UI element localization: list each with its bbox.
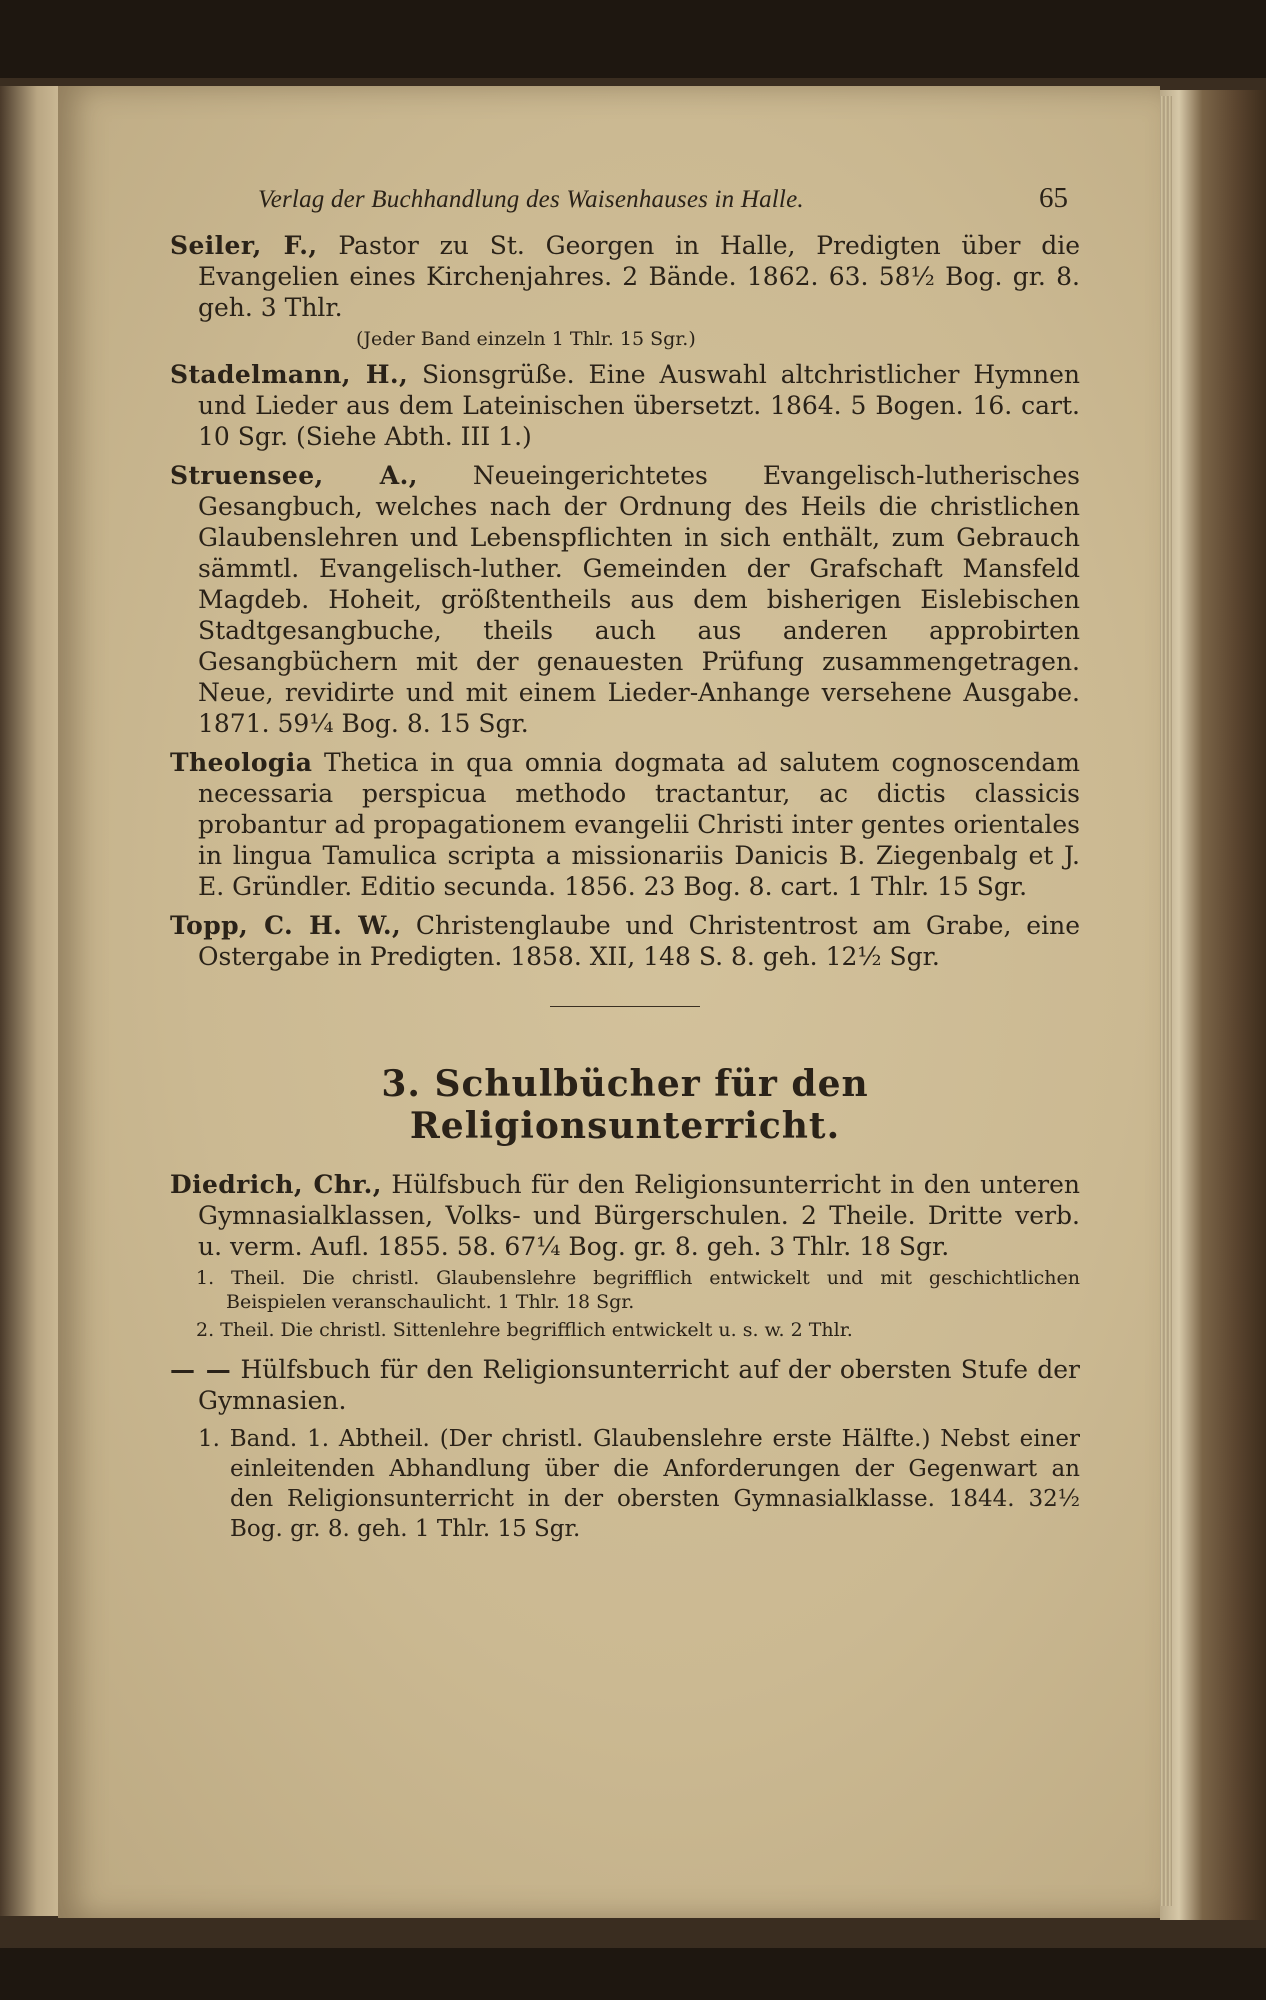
section-title: 3. Schulbücher für den Religionsunterricht. [381, 1063, 869, 1147]
entry-part: 1. Theil. Die christl. Glaubenslehre begrifflich entwickelt und mit geschichtlichen Beispielen veranschaulicht. 1 Thlr. 18 Sgr. [196, 1267, 1080, 1313]
facing-page-edge [0, 86, 62, 1916]
entry-struensee [170, 460, 1080, 739]
entry-text: Hülfsbuch für den Religionsunterricht auf der obersten Stufe der Gymnasien. [198, 1355, 1081, 1415]
entry-author: Seiler, F., [170, 231, 318, 260]
entry-author: Struensee, A., [170, 461, 418, 490]
entry-author: Topp, C. H. W., [170, 911, 402, 940]
entry-text: Sionsgrüße. Eine Auswahl altchristlicher Hymnen und Lieder aus dem Lateinischen übersetzt. 1864. 5 Bogen. 16. cart. 10 Sgr. (Siehe Abth. III 1.) [198, 360, 1080, 451]
entry-text: Christenglaube und Christentrost am Grabe, eine Ostergabe in Predigten. 1858. XII, 148 S. 8. geh. 12½ Sgr. [198, 911, 1080, 971]
entry-author: Diedrich, Chr., [170, 1170, 382, 1199]
entry-theologia [170, 747, 1080, 902]
entry-author: Stadelmann, H., [170, 360, 409, 389]
entry-text: Pastor zu St. Georgen in Halle, Predigten über die Evangelien eines Kirchenjahres. 2 Bände. 1862. 63. 58½ Bog. gr. 8. geh. 3 Thlr. [198, 231, 1080, 322]
entry-text: Neueingerichtetes Evangelisch-lutherisches Gesangbuch, welches nach der Ordnung des Heils die christlichen Glaubenslehren und Lebenspflichten in sich enthält, zum Gebrauch sämmtl. Evangelisch-luther. Gemeinden der Grafschaft Mansfeld Magdeb. Hoheit, größtentheils aus dem bisherigen Eislebischen Stadtgesangbuche, theils auch aus anderen approbirten Gesangbüchern mit der genauesten Prüfung zusammengetragen. Neue, revidirte und mit einem Lieder-Anhange versehene Ausgabe. 1871. 59¼ Bog. 8. 15 Sgr. [198, 461, 1081, 738]
entry-part: 1. Band. 1. Abtheil. (Der christl. Glaubenslehre erste Hälfte.) Nebst einer einleitenden Abhandlung über die Anforderungen der Gegenwart an den Religionsunterricht in der obersten Gymnasialklasse. 1844. 32½ Bog. gr. 8. geh. 1 Thlr. 15 Sgr. [198, 1426, 1080, 1542]
entry-part: 2. Theil. Die christl. Sittenlehre begrifflich entwickelt u. s. w. 2 Thlr. [196, 1319, 853, 1341]
page-content [170, 182, 1080, 1544]
entry-topp [170, 910, 1080, 972]
entry-author: — — [170, 1355, 232, 1384]
entry-text: Thetica in qua omnia dogmata ad salutem cognoscendam necessaria perspicua methodo tractantur, ac dictis classicis probantur ad propagationem evangelii Christi inter gentes orientales in lingua Tamulica scripta a missionariis Danicis B. Ziegenbalg et J. E. Gründler. Editio secunda. 1856. 23 Bog. 8. cart. 1 Thlr. 15 Sgr. [198, 748, 1080, 901]
entry-text: Hülfsbuch für den Religionsunterricht in den unteren Gymnasialklassen, Volks- und Bürgerschulen. 2 Theile. Dritte verb. u. verm. Aufl. 1855. 58. 67¼ Bog. gr. 8. geh. 3 Thlr. 18 Sgr. [198, 1170, 1080, 1261]
entry-author: Theologia [170, 748, 313, 777]
entry-hulfsbuch-oberste [170, 1354, 1080, 1416]
entry-note: (Jeder Band einzeln 1 Thlr. 15 Sgr.) [356, 328, 696, 350]
entry-seiler [170, 230, 1080, 323]
header-title: Verlag der Buchhandlung des Waisenhauses in Halle. [258, 186, 804, 213]
entry-stadelmann [170, 359, 1080, 452]
book-page [58, 86, 1160, 1918]
book-cover-edge [1160, 90, 1266, 1920]
section-divider [550, 1006, 700, 1007]
running-header [170, 182, 1080, 222]
page-number: 65 [1039, 182, 1068, 214]
entry-diedrich [170, 1169, 1080, 1262]
